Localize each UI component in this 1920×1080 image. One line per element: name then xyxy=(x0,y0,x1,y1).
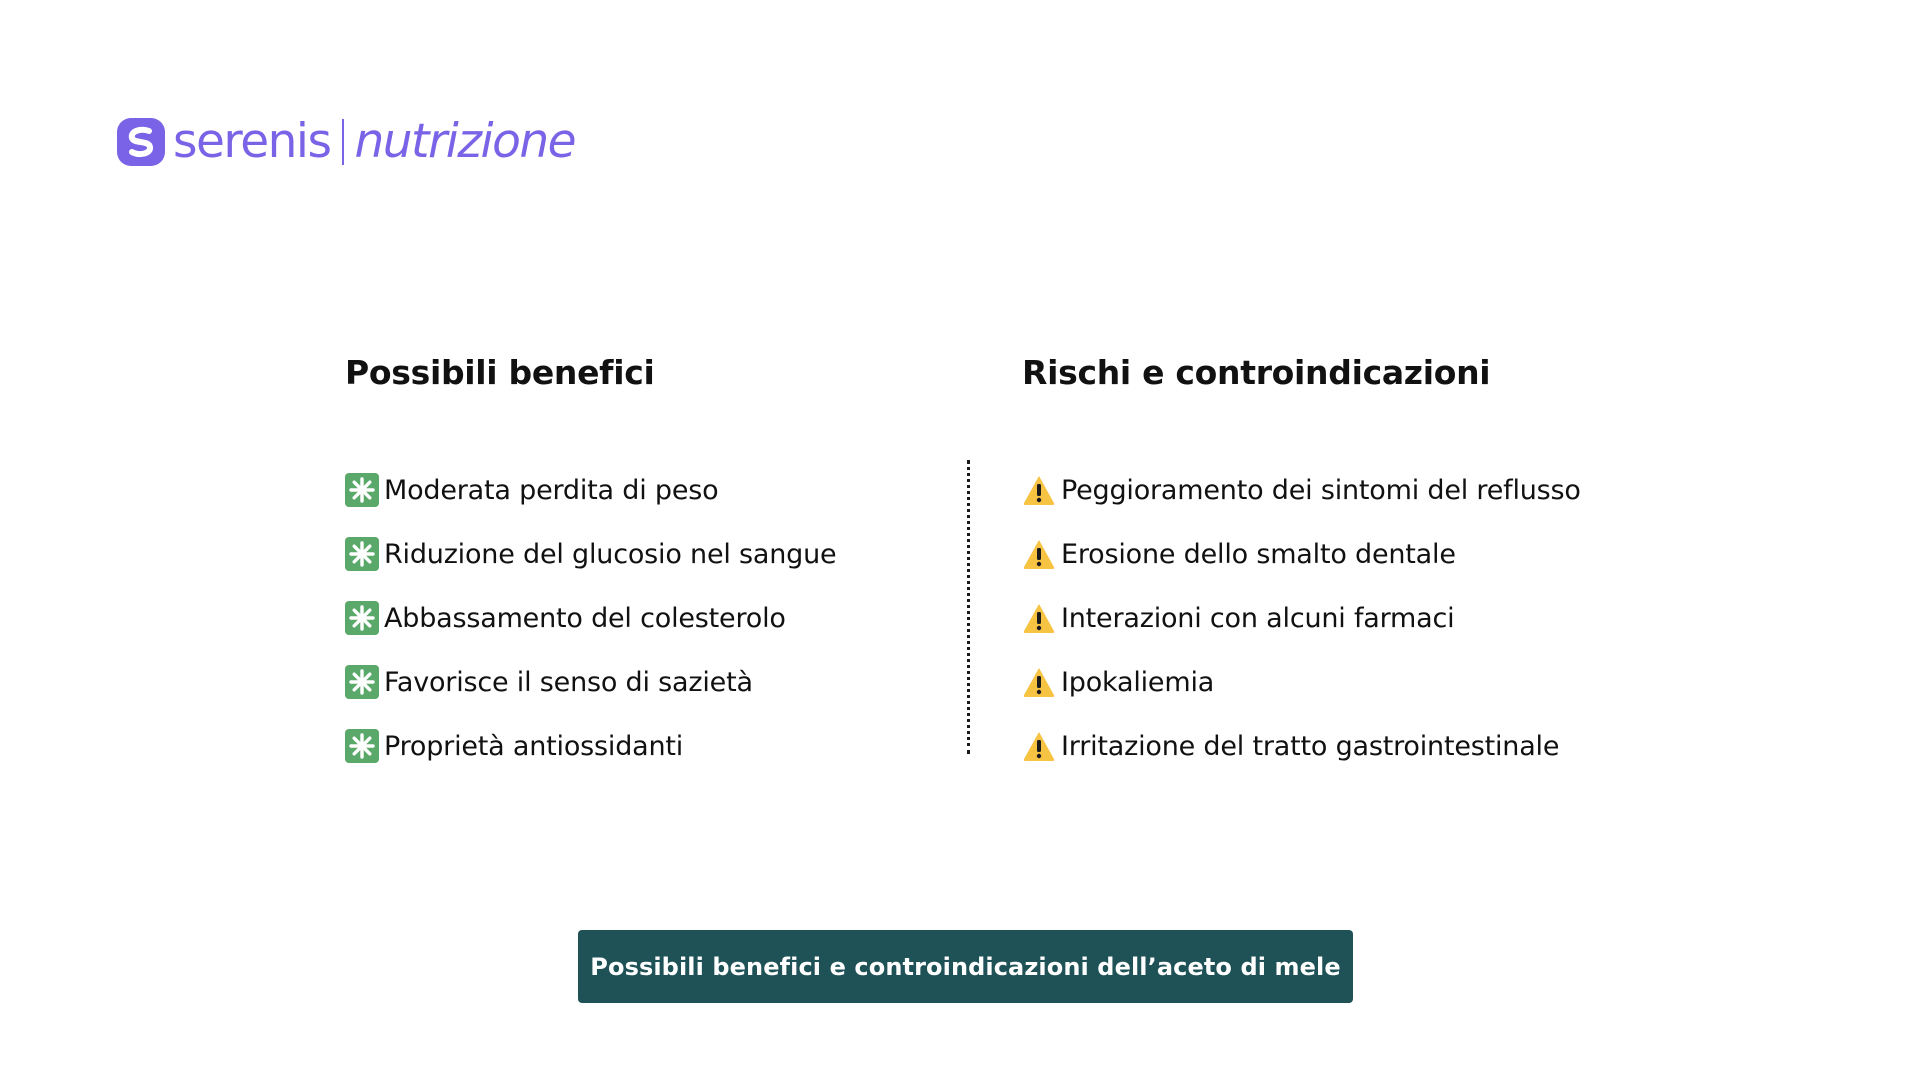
benefit-text: Favorisce il senso di sazietà xyxy=(384,666,753,698)
benefit-text: Proprietà antiossidanti xyxy=(384,730,684,762)
list-item xyxy=(1022,650,1581,714)
warning-icon xyxy=(1022,601,1056,635)
risks-title: Rischi e controindicazioni xyxy=(1022,353,1491,392)
column-divider xyxy=(967,460,970,754)
sparkle-icon xyxy=(345,665,379,699)
list-item xyxy=(1022,522,1581,586)
sparkle-icon xyxy=(345,729,379,763)
brand-subtitle: nutrizione xyxy=(354,114,576,169)
list-item xyxy=(345,586,836,650)
benefit-text: Abbassamento del colesterolo xyxy=(384,602,786,634)
serenis-logo xyxy=(117,112,575,172)
sparkle-icon xyxy=(345,537,379,571)
warning-icon xyxy=(1022,537,1056,571)
risks-list xyxy=(1022,458,1581,778)
warning-icon xyxy=(1022,473,1056,507)
risk-text: Interazioni con alcuni farmaci xyxy=(1061,602,1455,634)
list-item xyxy=(345,714,836,778)
brand-name: serenis xyxy=(173,114,331,169)
sparkle-icon xyxy=(345,473,379,507)
benefit-text: Moderata perdita di peso xyxy=(384,474,719,506)
list-item xyxy=(1022,586,1581,650)
benefit-text: Riduzione del glucosio nel sangue xyxy=(384,538,837,570)
list-item xyxy=(345,650,836,714)
benefits-title: Possibili benefici xyxy=(345,353,655,392)
caption-banner xyxy=(578,930,1353,1003)
risks-column xyxy=(1022,350,1581,762)
sparkle-icon xyxy=(345,601,379,635)
benefits-list xyxy=(345,458,836,778)
warning-icon xyxy=(1022,665,1056,699)
list-item xyxy=(1022,714,1581,778)
benefits-column xyxy=(345,350,837,762)
risk-text: Irritazione del tratto gastrointestinale xyxy=(1061,730,1560,762)
list-item xyxy=(345,458,836,522)
warning-icon xyxy=(1022,729,1056,763)
risk-text: Erosione dello smalto dentale xyxy=(1061,538,1456,570)
risk-text: Ipokaliemia xyxy=(1061,666,1215,698)
caption-text: Possibili benefici e controindicazioni dell’aceto di mele xyxy=(590,952,1341,981)
serenis-logo-mark-icon xyxy=(117,118,165,166)
list-item xyxy=(345,522,836,586)
list-item xyxy=(1022,458,1581,522)
risk-text: Peggioramento dei sintomi del reflusso xyxy=(1061,474,1581,506)
logo-separator xyxy=(342,119,344,165)
